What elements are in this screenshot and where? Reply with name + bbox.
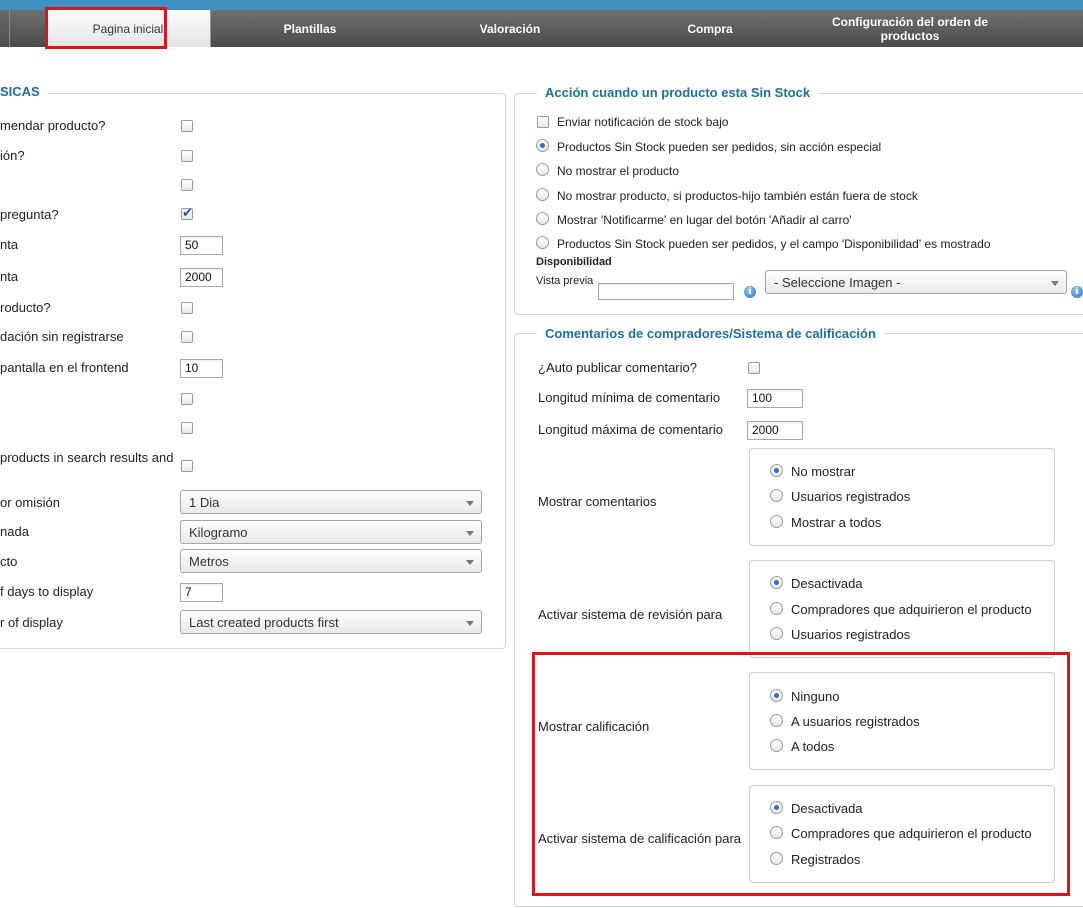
- auto-publish-label: ¿Auto publicar comentario?: [538, 360, 697, 375]
- row-select-15-value: Metros: [189, 554, 229, 569]
- row-label-5: nta: [0, 237, 19, 252]
- image-select-value: - Seleccione Imagen -: [774, 275, 901, 290]
- min-length-input[interactable]: 100: [747, 389, 803, 408]
- row-input-6[interactable]: 2000: [180, 268, 223, 287]
- show-rating-option-2: A usuarios registrados: [791, 714, 920, 729]
- row-checkbox-3[interactable]: [181, 179, 193, 191]
- row-select-13[interactable]: [180, 490, 482, 514]
- row-label-13: or omisión: [0, 495, 60, 510]
- basic-settings-legend: SICAS: [0, 84, 48, 99]
- row-label-8: dación sin registrarse: [0, 329, 124, 344]
- rating-system-radio-1[interactable]: [770, 801, 783, 814]
- info-icon-2[interactable]: i: [1071, 286, 1083, 298]
- show-rating-option-1: Ninguno: [791, 689, 840, 704]
- row-label-14: nada: [0, 524, 29, 539]
- row-label-6: nta: [0, 269, 19, 284]
- row-label-4: pregunta?: [0, 207, 59, 222]
- show-comments-option-1: No mostrar: [791, 464, 856, 479]
- preview-label: Vista previa: [536, 275, 594, 287]
- tab-bar: [0, 10, 1083, 47]
- row-label-17: r of display: [0, 615, 63, 630]
- review-system-radio-2[interactable]: [770, 602, 783, 615]
- row-checkbox-7[interactable]: [181, 302, 193, 314]
- row-label-16: f days to display: [0, 584, 94, 599]
- show-rating-radio-1[interactable]: [770, 689, 783, 702]
- review-system-option-3: Usuarios registrados: [791, 627, 911, 642]
- preview-input[interactable]: [598, 283, 734, 300]
- stock-option-label-3: No mostrar producto, si productos-hijo también están fuera de stock: [557, 189, 918, 203]
- reviews-legend: Comentarios de compradores/Sistema de calificación: [537, 326, 884, 341]
- row-label-2: ión?: [0, 148, 25, 163]
- row-checkbox-8[interactable]: [181, 331, 193, 343]
- low-stock-notify-label: Enviar notificación de stock bajo: [557, 115, 729, 129]
- row-label-1: mendar producto?: [0, 118, 106, 133]
- row-checkbox-4[interactable]: [181, 208, 193, 220]
- row-input-5[interactable]: 50: [180, 236, 223, 255]
- row-label-15: cto: [0, 554, 18, 569]
- chevron-down-icon: [1051, 281, 1059, 286]
- availability-heading: Disponibilidad: [536, 256, 612, 268]
- show-comments-radio-1[interactable]: [770, 464, 783, 477]
- rating-system-radio-3[interactable]: [770, 852, 783, 865]
- show-rating-label: Mostrar calificación: [538, 719, 650, 734]
- stock-option-radio-1[interactable]: [536, 139, 549, 152]
- rating-system-option-3: Registrados: [791, 852, 861, 867]
- show-comments-option-2: Usuarios registrados: [791, 489, 911, 504]
- chevron-down-icon: [466, 621, 474, 626]
- row-checkbox-11[interactable]: [181, 422, 193, 434]
- rating-system-label: Activar sistema de calificación para: [538, 831, 742, 846]
- out-of-stock-legend: Acción cuando un producto esta Sin Stock: [537, 85, 818, 100]
- tab-pagina-inicial[interactable]: Pagina inicial: [45, 10, 211, 47]
- row-input-9[interactable]: 10: [180, 359, 223, 378]
- row-label-7: roducto?: [0, 300, 51, 315]
- max-length-label: Longitud máxima de comentario: [538, 422, 723, 437]
- show-rating-radio-3[interactable]: [770, 739, 783, 752]
- stock-option-radio-5[interactable]: [536, 236, 549, 249]
- tab-plantillas[interactable]: Plantillas: [283, 21, 337, 36]
- low-stock-notify-checkbox[interactable]: [537, 116, 549, 128]
- show-comments-label: Mostrar comentarios: [538, 494, 657, 509]
- row-select-14[interactable]: [180, 520, 482, 544]
- stock-option-label-1: Productos Sin Stock pueden ser pedidos, sin acción especial: [557, 140, 882, 154]
- show-rating-option-3: A todos: [791, 739, 835, 754]
- row-checkbox-12[interactable]: [181, 460, 193, 472]
- tab-compra[interactable]: Compra: [687, 21, 733, 36]
- chevron-down-icon: [466, 531, 474, 536]
- rating-system-radio-2[interactable]: [770, 826, 783, 839]
- show-rating-radio-2[interactable]: [770, 714, 783, 727]
- show-comments-radio-3[interactable]: [770, 515, 783, 528]
- review-system-radio-1[interactable]: [770, 576, 783, 589]
- image-select[interactable]: [765, 270, 1067, 294]
- stock-option-radio-3[interactable]: [536, 188, 549, 201]
- top-accent-strip: [0, 0, 1083, 10]
- stock-option-label-5: Productos Sin Stock pueden ser pedidos, y el campo 'Disponibilidad' es mostrado: [557, 237, 991, 251]
- row-checkbox-10[interactable]: [181, 393, 193, 405]
- review-system-radio-3[interactable]: [770, 627, 783, 640]
- show-comments-radio-2[interactable]: [770, 489, 783, 502]
- row-select-13-value: 1 Dia: [189, 495, 220, 510]
- stock-option-radio-4[interactable]: [536, 212, 549, 225]
- chevron-down-icon: [466, 501, 474, 506]
- auto-publish-checkbox[interactable]: [748, 362, 760, 374]
- rating-system-option-2: Compradores que adquirieron el producto: [791, 826, 1032, 841]
- tab-valoracion[interactable]: Valoración: [479, 21, 541, 36]
- info-icon[interactable]: i: [744, 286, 756, 298]
- row-select-17[interactable]: [180, 610, 482, 634]
- chevron-down-icon: [466, 560, 474, 565]
- show-comments-option-3: Mostrar a todos: [791, 515, 882, 530]
- review-system-option-1: Desactivada: [791, 576, 863, 591]
- tab-stub: [0, 10, 10, 47]
- row-select-17-value: Last created products first: [189, 615, 339, 630]
- row-label-12: products in search results and: [0, 450, 174, 465]
- rating-system-option-1: Desactivada: [791, 801, 863, 816]
- row-checkbox-2[interactable]: [181, 150, 193, 162]
- review-system-option-2: Compradores que adquirieron el producto: [791, 602, 1032, 617]
- stock-option-label-4: Mostrar 'Notificarme' en lugar del botón 'Añadir al carro': [557, 213, 852, 227]
- row-checkbox-1[interactable]: [181, 120, 193, 132]
- review-system-label: Activar sistema de revisión para: [538, 607, 723, 622]
- row-label-9: pantalla en el frontend: [0, 360, 129, 375]
- tab-orden-productos[interactable]: Configuración del orden de productos: [831, 14, 988, 43]
- row-select-15[interactable]: [180, 549, 482, 573]
- stock-option-label-2: No mostrar el producto: [557, 164, 680, 178]
- row-select-14-value: Kilogramo: [189, 525, 248, 540]
- row-input-16[interactable]: 7: [180, 583, 223, 602]
- stock-option-radio-2[interactable]: [536, 163, 549, 176]
- min-length-label: Longitud mínima de comentario: [538, 390, 721, 405]
- max-length-input[interactable]: 2000: [747, 421, 803, 440]
